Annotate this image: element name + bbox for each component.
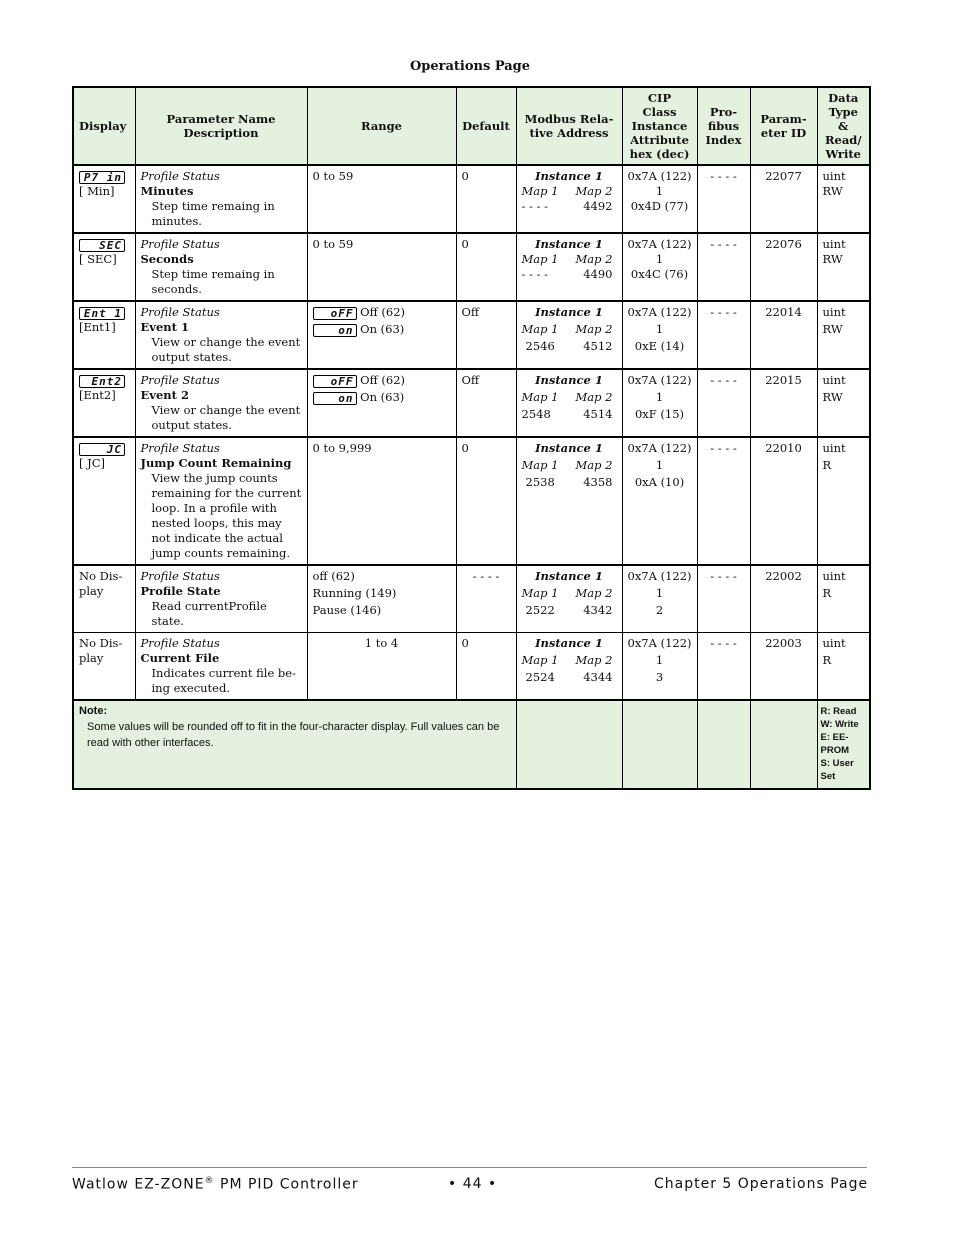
parameter-cell: Profile Status Event 1 View or change the event output states. bbox=[135, 301, 307, 369]
operations-table bbox=[72, 86, 871, 790]
page-title: Operations Page bbox=[409, 59, 531, 74]
range-cell: 0 to 59 bbox=[307, 165, 456, 233]
profibus-cell: - - - - bbox=[697, 633, 750, 701]
parameter-cell: Profile Status Profile State Read currentProfile state. bbox=[135, 565, 307, 633]
profibus-cell: - - - - bbox=[697, 565, 750, 633]
parameter-cell: Profile Status Seconds Step time remaing in seconds. bbox=[135, 233, 307, 301]
data-type-cell: uint RW bbox=[817, 233, 870, 301]
range-cell: 0 to 9,999 bbox=[307, 437, 456, 565]
profibus-cell: - - - - bbox=[697, 165, 750, 233]
header-display: Display bbox=[73, 87, 135, 165]
profibus-cell: - - - - bbox=[697, 369, 750, 437]
parameter-cell: Profile Status Event 2 View or change the event output states. bbox=[135, 369, 307, 437]
note-spacer bbox=[697, 700, 750, 789]
modbus-cell: Instance 1 Map 1 Map 2 2546 4512 bbox=[516, 301, 622, 369]
display-cell: Ent 1 [Ent1] bbox=[73, 301, 135, 369]
profibus-cell: - - - - bbox=[697, 301, 750, 369]
modbus-cell: Instance 1 Map 1 Map 2 2522 4342 bbox=[516, 565, 622, 633]
table-row bbox=[73, 165, 870, 233]
modbus-cell: Instance 1 Map 1 Map 2 - - - - 4490 bbox=[516, 233, 622, 301]
cip-cell: 0x7A (122) 1 3 bbox=[622, 633, 697, 701]
parameter-id-cell: 22002 bbox=[750, 565, 817, 633]
data-type-cell: uint R bbox=[817, 633, 870, 701]
table-row bbox=[73, 369, 870, 437]
lcd-display-icon: SEC bbox=[79, 239, 125, 252]
profibus-cell: - - - - bbox=[697, 437, 750, 565]
footer-product: Watlow EZ-ZONE® PM PID Controller bbox=[72, 1176, 359, 1193]
lcd-off-icon: oFF bbox=[313, 375, 357, 388]
cip-cell: 0x7A (122) 1 0xF (15) bbox=[622, 369, 697, 437]
rw-legend: R: Read W: Write E: EE- PROM S: User Set bbox=[817, 700, 870, 789]
default-cell: 0 bbox=[456, 233, 516, 301]
header-modbus: Modbus Rela- tive Address bbox=[516, 87, 622, 165]
display-cell: SEC [ SEC] bbox=[73, 233, 135, 301]
display-cell: Ent2 [Ent2] bbox=[73, 369, 135, 437]
data-type-cell: uint RW bbox=[817, 369, 870, 437]
parameter-id-cell: 22015 bbox=[750, 369, 817, 437]
lcd-display-icon: Ent 1 bbox=[79, 307, 125, 320]
profibus-cell: - - - - bbox=[697, 233, 750, 301]
range-cell: off (62) Running (149) Pause (146) bbox=[307, 565, 456, 633]
header-data-type: Data Type & Read/ Write bbox=[817, 87, 870, 165]
parameter-cell: Profile Status Jump Count Remaining View the jump counts remaining for the current loop. In a profile with nested loops, this may not indicate the actual jump counts remaining. bbox=[135, 437, 307, 565]
header-default: Default bbox=[456, 87, 516, 165]
table-row bbox=[73, 565, 870, 633]
parameter-id-cell: 22010 bbox=[750, 437, 817, 565]
cip-cell: 0x7A (122) 1 0x4C (76) bbox=[622, 233, 697, 301]
parameter-id-cell: 22014 bbox=[750, 301, 817, 369]
default-cell: - - - - bbox=[456, 565, 516, 633]
default-cell: Off bbox=[456, 301, 516, 369]
header-range: Range bbox=[307, 87, 456, 165]
note-spacer bbox=[750, 700, 817, 789]
display-cell: JC [ JC] bbox=[73, 437, 135, 565]
cip-cell: 0x7A (122) 1 2 bbox=[622, 565, 697, 633]
display-cell: No Dis-play bbox=[73, 633, 135, 701]
modbus-cell: Instance 1 Map 1 Map 2 2538 4358 bbox=[516, 437, 622, 565]
cip-cell: 0x7A (122) 1 0xA (10) bbox=[622, 437, 697, 565]
lcd-display-icon: JC bbox=[79, 443, 125, 456]
note-cell bbox=[73, 700, 516, 789]
lcd-on-icon: on bbox=[313, 324, 357, 337]
table-row bbox=[73, 437, 870, 565]
data-type-cell: uint R bbox=[817, 565, 870, 633]
parameter-cell: Profile Status Current File Indicates current file be-ing executed. bbox=[135, 633, 307, 701]
data-type-cell: uint RW bbox=[817, 301, 870, 369]
range-cell: 1 to 4 bbox=[307, 633, 456, 701]
header-row bbox=[73, 87, 870, 165]
footer-page-number: • 44 • bbox=[448, 1176, 498, 1192]
footer-chapter: Chapter 5 Operations Page bbox=[654, 1176, 869, 1192]
note-title: Note: bbox=[79, 705, 108, 717]
header-parameter-name: Parameter Name Description bbox=[135, 87, 307, 165]
parameter-id-cell: 22077 bbox=[750, 165, 817, 233]
lcd-off-icon: oFF bbox=[313, 307, 357, 320]
note-text: Some values will be rounded off to fit in the four-character display. Full values can be read with other interfaces. bbox=[87, 721, 500, 749]
display-cell: No Dis-play bbox=[73, 565, 135, 633]
note-spacer bbox=[622, 700, 697, 789]
default-cell: Off bbox=[456, 369, 516, 437]
lcd-on-icon: on bbox=[313, 392, 357, 405]
lcd-display-icon: P7 in bbox=[79, 171, 125, 184]
table-row bbox=[73, 233, 870, 301]
modbus-cell: Instance 1 Map 1 Map 2 2524 4344 bbox=[516, 633, 622, 701]
range-cell: 0 to 59 bbox=[307, 233, 456, 301]
data-type-cell: uint R bbox=[817, 437, 870, 565]
table-row bbox=[73, 633, 870, 701]
range-cell: oFF Off (62) on On (63) bbox=[307, 301, 456, 369]
table-row bbox=[73, 301, 870, 369]
default-cell: 0 bbox=[456, 437, 516, 565]
note-row bbox=[73, 700, 870, 789]
header-profibus: Pro- fibus Index bbox=[697, 87, 750, 165]
parameter-cell: Profile Status Minutes Step time remaing in minutes. bbox=[135, 165, 307, 233]
cip-cell: 0x7A (122) 1 0x4D (77) bbox=[622, 165, 697, 233]
note-spacer bbox=[516, 700, 622, 789]
display-cell: P7 in [ Min] bbox=[73, 165, 135, 233]
parameter-id-cell: 22076 bbox=[750, 233, 817, 301]
default-cell: 0 bbox=[456, 165, 516, 233]
default-cell: 0 bbox=[456, 633, 516, 701]
modbus-cell: Instance 1 Map 1 Map 2 2548 4514 bbox=[516, 369, 622, 437]
data-type-cell: uint RW bbox=[817, 165, 870, 233]
range-cell: oFF Off (62) on On (63) bbox=[307, 369, 456, 437]
footer-divider bbox=[72, 1167, 867, 1168]
parameter-id-cell: 22003 bbox=[750, 633, 817, 701]
cip-cell: 0x7A (122) 1 0xE (14) bbox=[622, 301, 697, 369]
header-parameter-id: Param- eter ID bbox=[750, 87, 817, 165]
lcd-display-icon: Ent2 bbox=[79, 375, 125, 388]
header-cip: CIP Class Instance Attribute hex (dec) bbox=[622, 87, 697, 165]
modbus-cell: Instance 1 Map 1 Map 2 - - - - 4492 bbox=[516, 165, 622, 233]
